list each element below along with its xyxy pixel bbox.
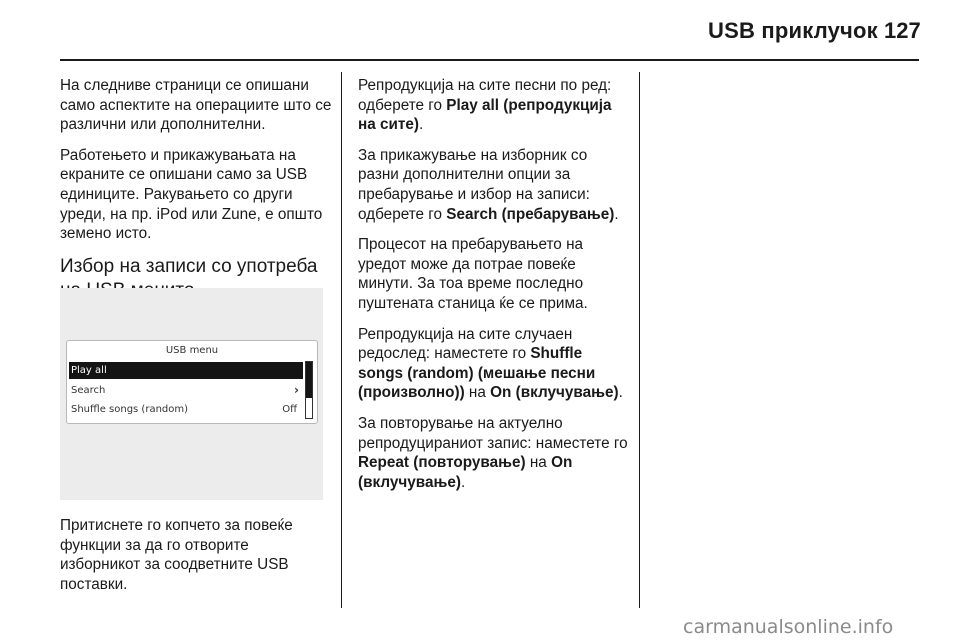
text-run: . [618, 384, 623, 402]
text-run: . [419, 116, 424, 134]
bold-term: Repeat (повторување) [358, 454, 526, 472]
right-column [358, 76, 630, 503]
menu-item-value: Off [282, 404, 297, 415]
usb-menu-figure [60, 288, 323, 500]
text-run: Репродукција на сите случаен редослед: наместете го [358, 325, 573, 363]
bold-term: Play all (репродукција на сите) [358, 96, 612, 134]
usb-menu-screen [66, 340, 318, 424]
bold-term: Search (пребарување) [446, 205, 615, 223]
scrollbar-thumb[interactable] [306, 362, 312, 398]
menu-item-play-all[interactable] [69, 362, 303, 379]
shuffle-paragraph [358, 325, 630, 403]
text-run: За прикажување на изборник со разни дополнителни опции за пребарување и избор на записи: одберете го [358, 146, 590, 223]
bold-term: On (вклучување) [490, 384, 619, 402]
play-all-paragraph [358, 76, 630, 135]
operation-paragraph: Работењето и прикажувањата на екраните се опишани само за USB единиците. Ракувањето со други уреди, на пр. iPod или Zune, е општо земено исто. [60, 146, 323, 243]
bold-term: On (вклучување) [358, 454, 573, 491]
text-run: Репродукција на сите песни по ред: одберете го [358, 77, 612, 114]
menu-item-shuffle[interactable] [69, 401, 303, 418]
text-run: За повторување на актуелно репродуцираниот запис: наместете го [358, 414, 628, 452]
text-run: на [525, 454, 552, 472]
section-heading: Избор на записи со употреба [60, 255, 318, 277]
search-paragraph [358, 146, 630, 224]
header-title: USB приклучок [708, 18, 878, 43]
text-run: . [614, 205, 619, 223]
left-column-bottom [60, 516, 332, 605]
chevron-right-icon: › [294, 383, 299, 397]
menu-item-label: Shuffle songs (random) [71, 404, 189, 415]
text-run: на [464, 384, 491, 402]
bold-term: Shuffle songs (random) (мешање песни (произволно)) [358, 345, 596, 402]
menu-scrollbar[interactable] [305, 361, 313, 419]
menu-item-label: Search [71, 385, 106, 396]
column-divider-right [639, 72, 640, 608]
header-rule [60, 59, 919, 61]
repeat-paragraph [358, 414, 630, 492]
search-duration-paragraph: Процесот на пребарувањето на уредот може да потрае повеќе минути. За тоа време последно пуштената станица ќе се прима. [358, 236, 588, 312]
page-number: 127 [884, 18, 921, 43]
button-instruction-paragraph: Притиснете го копчето за повеќе функции за да го отворите изборникот за соодветните USB поставки. [60, 517, 293, 593]
left-column [60, 76, 332, 303]
menu-item-label: Play all [71, 365, 107, 376]
watermark: carmanualsonline.info [683, 616, 894, 638]
text-run: . [460, 473, 466, 491]
intro-paragraph: На следниве страници се опишани само аспектите на операциите што се различни или дополнителни. [60, 77, 332, 134]
menu-item-search[interactable] [69, 382, 303, 399]
column-divider-left [341, 72, 342, 608]
usb-menu-title: USB menu [165, 345, 219, 356]
